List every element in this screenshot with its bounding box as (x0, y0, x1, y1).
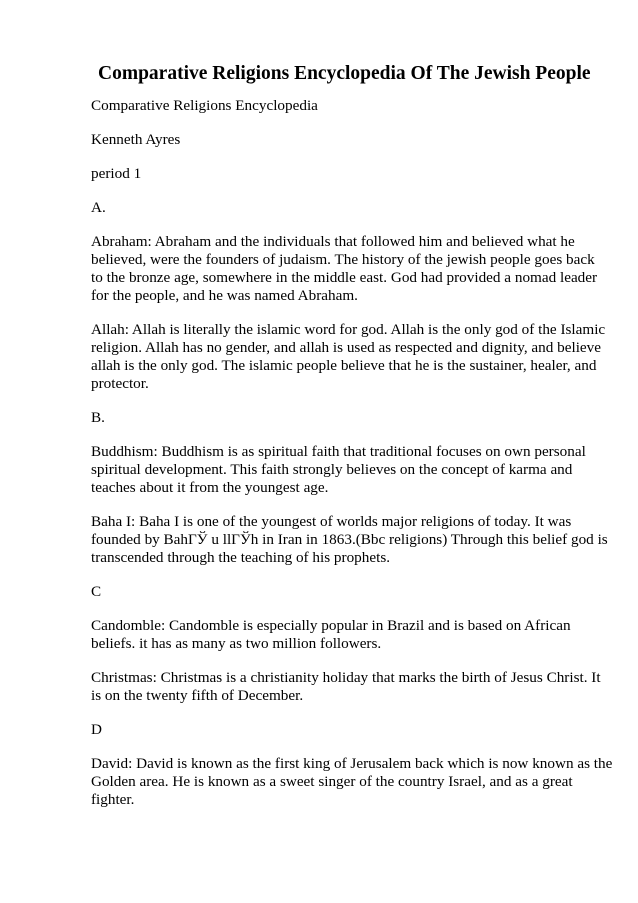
paragraph (91, 233, 598, 305)
text-line: religion. Allah has no gender, and allah is used as respected and dignity, and believe (91, 339, 601, 356)
document-body (91, 97, 613, 809)
text-line: beliefs. it has as many as two million followers. (91, 635, 382, 652)
paragraph (91, 165, 598, 183)
text-line: believed, were the founders of judaism. The history of the jewish people goes back (91, 251, 595, 268)
text-line: Golden area. He is known as a sweet singer of the country Israel, and as a great (91, 773, 573, 790)
text-line: Allah: Allah is literally the islamic word for god. Allah is the only god of the Islamic (91, 321, 606, 338)
text-line: Comparative Religions Encyclopedia (91, 97, 318, 114)
text-line: Abraham: Abraham and the individuals that followed him and believed what he (91, 233, 575, 250)
text-line: transcended through the teaching of his prophets. (91, 549, 391, 566)
paragraph (91, 721, 598, 739)
text-line: B. (91, 409, 105, 426)
paragraph (91, 755, 613, 809)
paragraph (91, 669, 601, 705)
paragraph (91, 321, 606, 393)
paragraph (91, 131, 598, 149)
text-line: fighter. (91, 791, 135, 808)
text-line: D (91, 721, 102, 738)
text-line: David: David is known as the first king of Jerusalem back which is now known as the (91, 755, 613, 772)
paragraph (91, 199, 598, 217)
paragraph (91, 443, 598, 497)
text-line: allah is the only god. The islamic people believe that he is the sustainer, healer, and (91, 357, 597, 374)
document-title: Comparative Religions Encyclopedia Of The Jewish People (98, 63, 591, 84)
text-line: for the people, and he was named Abraham. (91, 287, 358, 304)
paragraph (91, 583, 598, 601)
text-line: A. (91, 199, 106, 216)
text-line: protector. (91, 375, 149, 392)
text-line: Baha I: Baha I is one of the youngest of worlds major religions of today. It was (91, 513, 572, 530)
paragraph (91, 617, 598, 653)
paragraph (91, 513, 608, 567)
text-line: C (91, 583, 102, 600)
text-line: is on the twenty fifth of December. (91, 687, 304, 704)
text-line: teaches about it from the youngest age. (91, 479, 329, 496)
text-line: period 1 (91, 165, 142, 182)
text-line: to the bronze age, somewhere in the middle east. God had provided a nomad leader (91, 269, 598, 286)
paragraph (91, 409, 598, 427)
text-line: Candomble: Candomble is especially popular in Brazil and is based on African (91, 617, 571, 634)
text-line: founded by BahГЎ u llГЎh in Iran in 1863.(Bbc religions) Through this belief god is (91, 531, 608, 548)
text-line: Buddhism: Buddhism is as spiritual faith that traditional focuses on own personal (91, 443, 586, 460)
text-line: Kenneth Ayres (91, 131, 181, 148)
text-line: spiritual development. This faith strongly believes on the concept of karma and (91, 461, 573, 478)
paragraph (91, 97, 598, 115)
text-line: Christmas: Christmas is a christianity holiday that marks the birth of Jesus Christ. It (91, 669, 601, 686)
